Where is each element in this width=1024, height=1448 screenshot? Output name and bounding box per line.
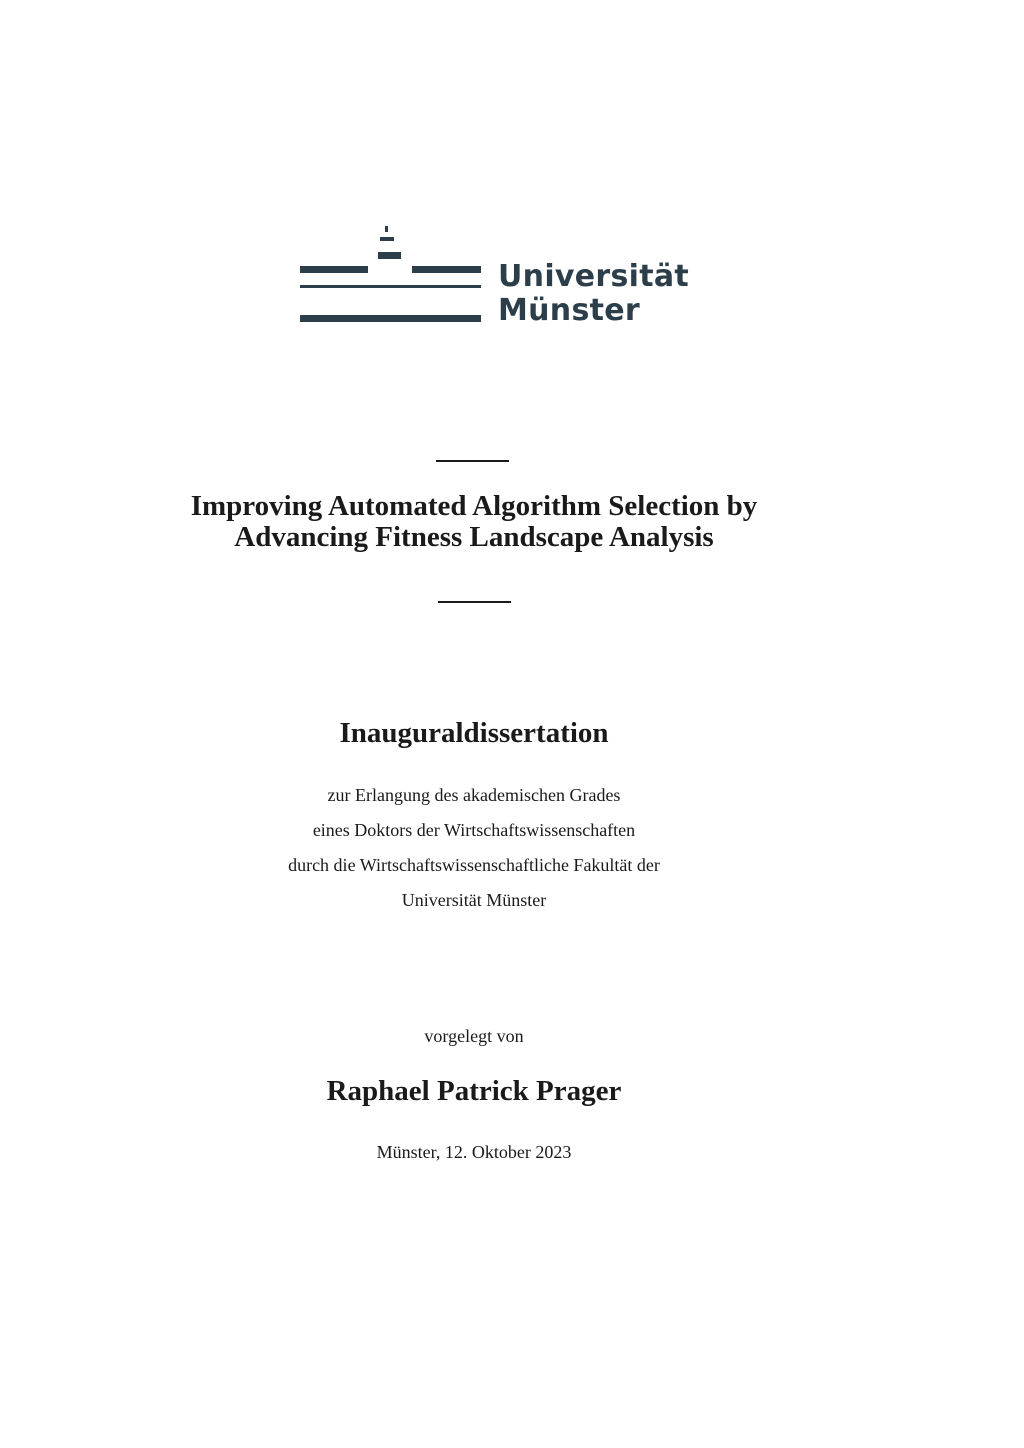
degree-line-2: eines Doktors der Wirtschaftswissenschaften xyxy=(312,820,636,840)
logo-emblem-small-bar xyxy=(380,237,394,241)
thesis-title xyxy=(0,491,948,553)
title-rule-top xyxy=(436,460,509,462)
degree-line-4: Universität Münster xyxy=(401,890,547,910)
logo-emblem-block xyxy=(378,252,401,259)
university-logo xyxy=(300,226,690,328)
thesis-title-line1: Improving Automated Algorithm Selection by xyxy=(190,490,758,522)
dissertation-heading: Inauguraldissertation xyxy=(339,717,609,749)
thesis-title-line2: Advancing Fitness Landscape Analysis xyxy=(234,521,714,553)
logo-wordmark-line2: Münster xyxy=(498,293,641,328)
degree-line-1: zur Erlangung des akademischen Grades xyxy=(327,785,621,805)
title-rule-bottom xyxy=(438,601,511,603)
logo-thin-line xyxy=(300,285,481,288)
logo-wordmark xyxy=(498,260,689,328)
logo-bar-left xyxy=(300,266,368,273)
logo-emblem-tip xyxy=(385,226,388,232)
logo-wordmark-line1: Universität xyxy=(498,259,690,294)
submitted-by-label: vorgelegt von xyxy=(424,1026,524,1046)
degree-description xyxy=(0,778,948,918)
place-date: Münster, 12. Oktober 2023 xyxy=(376,1142,572,1162)
degree-line-3: durch die Wirtschaftswissenschaftliche Fakultät der xyxy=(288,855,660,875)
logo-bar-right xyxy=(412,266,481,273)
author-name: Raphael Patrick Prager xyxy=(326,1075,622,1107)
logo-bottom-bar xyxy=(300,315,481,322)
